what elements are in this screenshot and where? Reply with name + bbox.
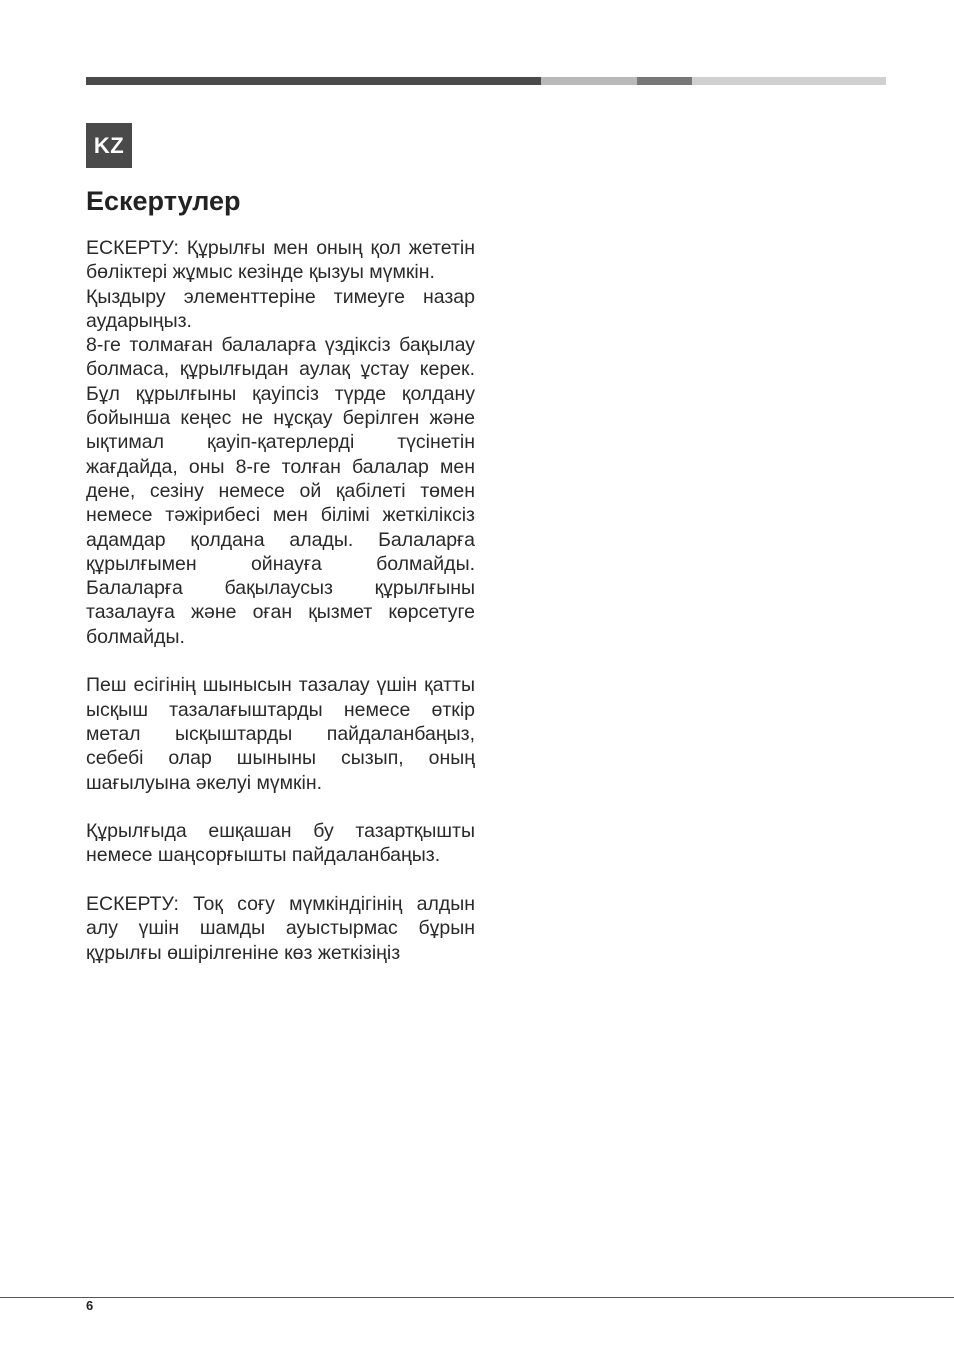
header-bar-light-segment-2 [692,77,886,85]
warning-paragraph-hot-parts: ЕСКЕРТУ: Құрылғы мен оның қол жететін бөліктері жұмыс кезінде қызуы мүмкін. [86,237,475,284]
warning-paragraph-heating-elements: Қыздыру элементтеріне тимеуге назар аударыңыз. [86,285,475,332]
header-bar-dark-segment [86,77,541,85]
page-title: Ескертулер [86,186,241,216]
warning-paragraph-glass-cleaning: Пеш есігінің шынысын тазалау үшін қатты ысқыш тазалағыштарды немесе өткір метал ысқыштарды пайдаланбаңыз, себебі олар шыныны сызып, оның шағылуына әкелуі мүмкін. [86,674,475,794]
footer-divider [0,1297,954,1298]
page-number: 6 [86,1298,94,1313]
header-color-bar [86,77,886,85]
warning-paragraph-children: 8-ге толмаған балаларға үздіксіз бақылау болмаса, құрылғыдан аулақ ұстау керек. Бұл құрылғыны қауіпсіз түрде қолдану бойынша кеңес не нұсқау берілген және ықтимал қауіп-қатерлерді түсінетін жағдайда, оны 8-ге толған балалар мен дене, сезіну немесе ой қабілеті төмен немесе тәжірибесі мен білімі жеткіліксіз адамдар қолдана алады. Балаларға құрылғымен ойнауға болмайды. Балаларға бақылаусыз құрылғыны тазалауға және оған қызмет көрсетуге болмайды. [86,334,475,648]
warnings-section [86,236,475,965]
warning-paragraph-steam-cleaner: Құрылғыда ешқашан бу тазартқышты немесе шаңсорғышты пайдаланбаңыз. [86,820,475,867]
language-badge: KZ [86,123,132,168]
header-bar-mid-segment [637,77,692,85]
header-bar-light-segment [541,77,637,85]
warning-paragraph-lamp-replacement: ЕСКЕРТУ: Тоқ соғу мүмкіндігінің алдын алу үшін шамды ауыстырмас бұрын құрылғы өшірілгеніне көз жеткізіңіз [86,893,475,964]
